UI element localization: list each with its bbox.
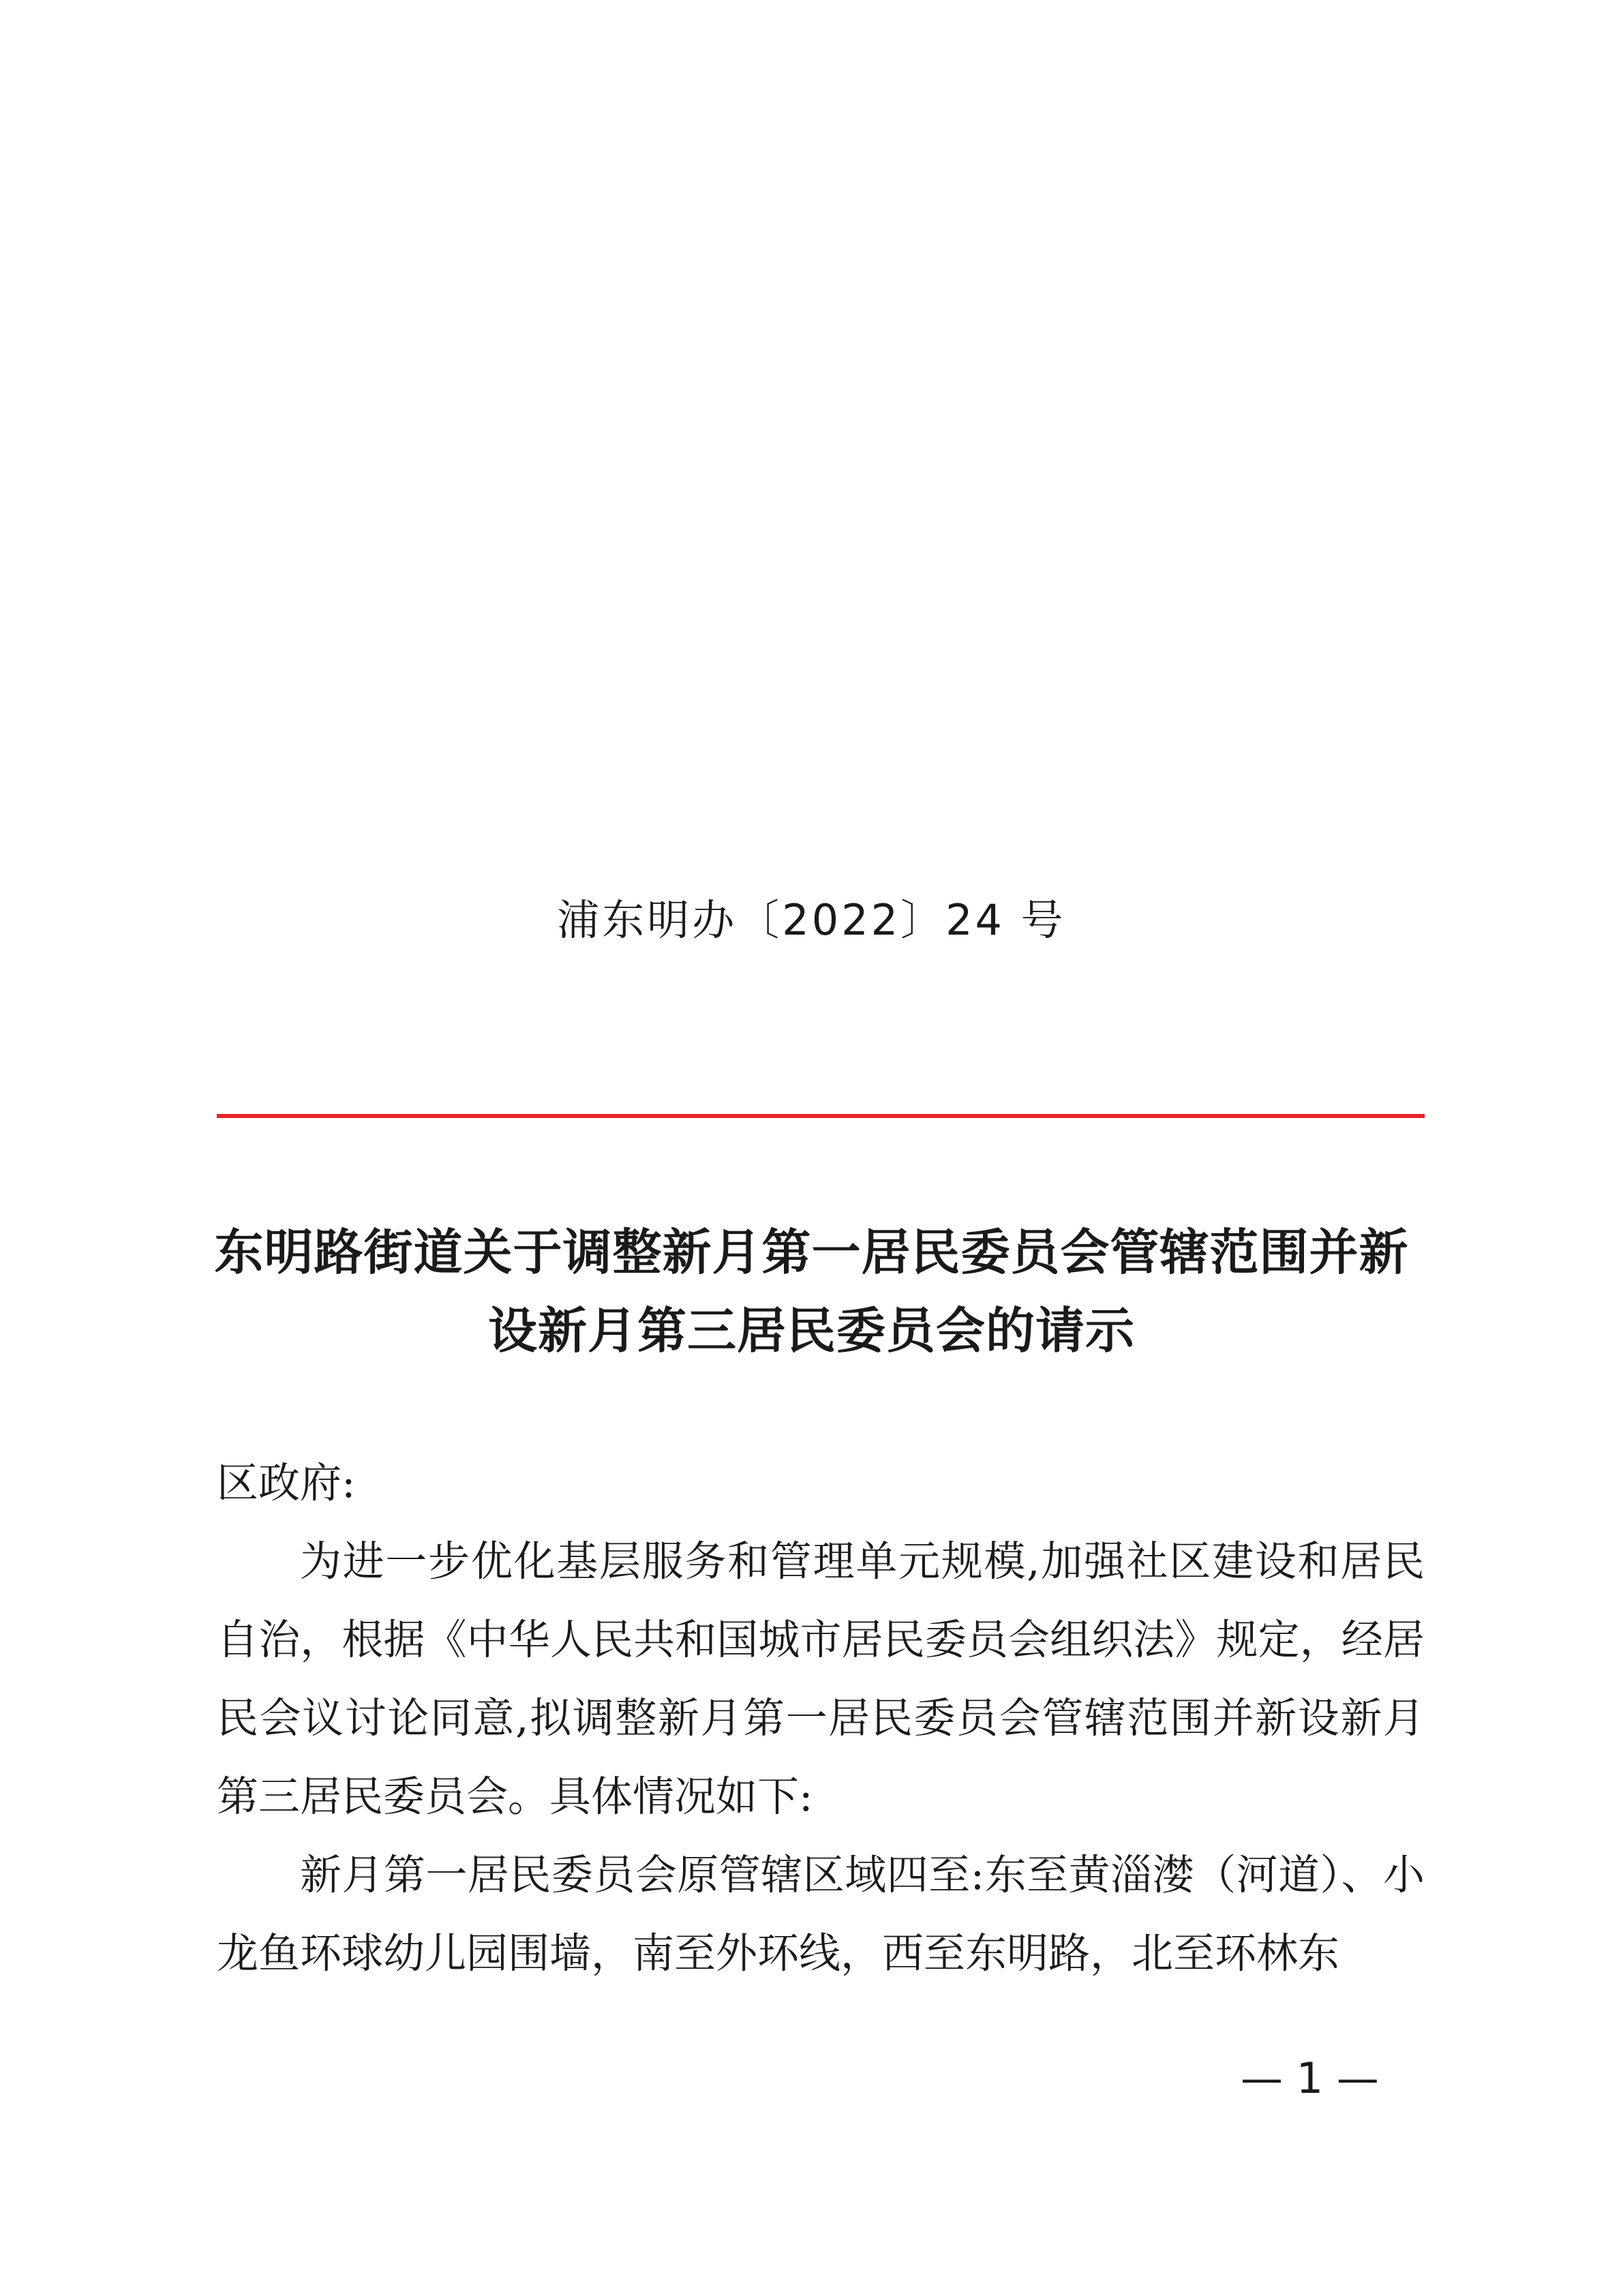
page-number: — 1 — (1241, 2053, 1379, 2103)
document-body (217, 1444, 1425, 1993)
document-number: 浦东明办〔2022〕24 号 (557, 895, 1066, 945)
title-line-2: 设新月第三居民委员会的请示 (487, 1302, 1135, 1359)
red-divider-line (217, 1114, 1425, 1118)
salutation: 区政府: (217, 1459, 356, 1507)
body-paragraph-2: 新月第一居民委员会原管辖区域四至:东至黄淄漤（河道）、小龙鱼环球幼儿园围墙，南至外环线，西至东明路，北至环林东 (217, 1851, 1425, 1978)
document-title (204, 1213, 1419, 1370)
title-line-1: 东明路街道关于调整新月第一居民委员会管辖范围并新 (214, 1224, 1409, 1281)
body-paragraph-1: 为进一步优化基层服务和管理单元规模,加强社区建设和居民自治，根据《中华人民共和国城市居民委员会组织法》规定，经居民会议讨论同意,拟调整新月第一居民委员会管辖范围并新设新月第三居民委员会。具体情况如下: (217, 1537, 1425, 1821)
